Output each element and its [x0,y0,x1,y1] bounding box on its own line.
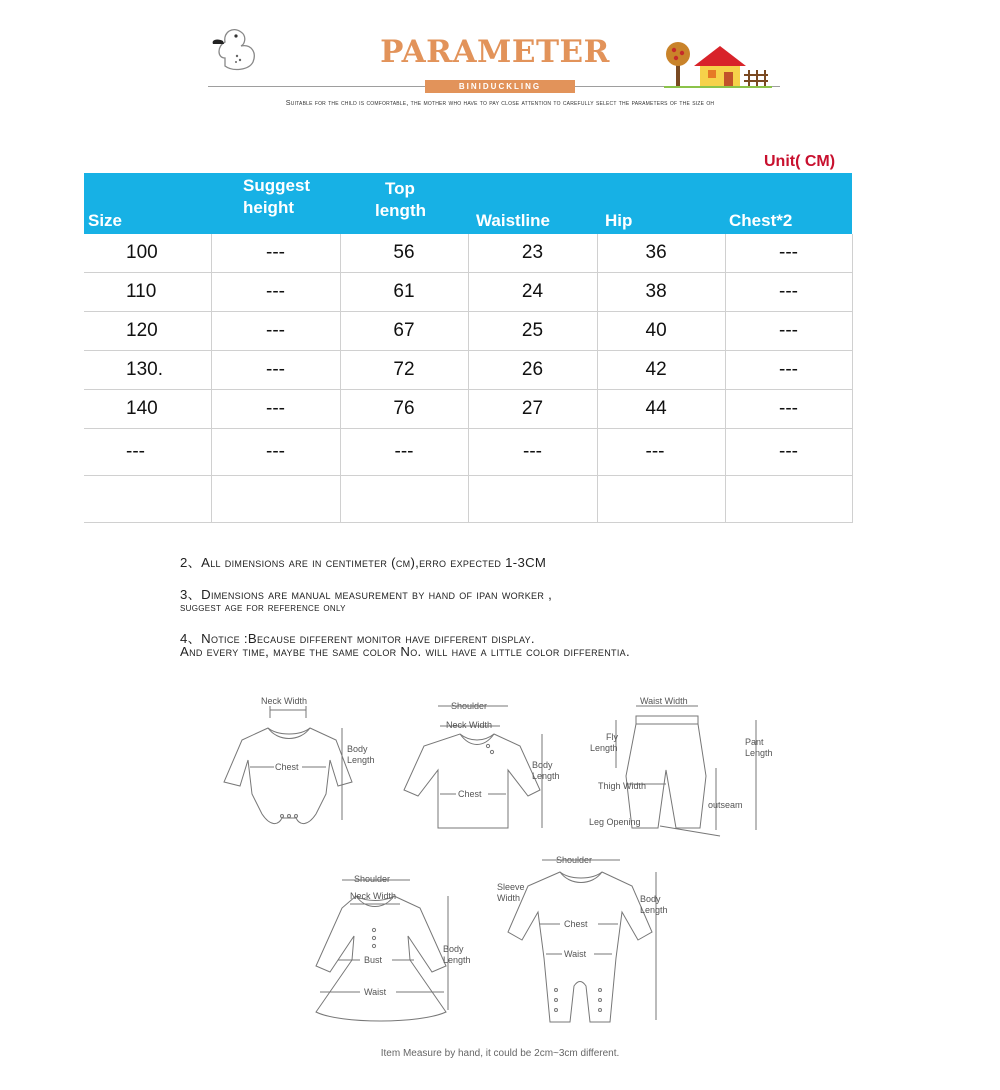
unit-label: Unit( CM) [764,153,836,170]
table-cell: 61 [340,273,468,312]
dress-length-label: Length [443,955,471,965]
column-header: Waistline [468,173,597,234]
romper-waist-label: Waist [564,949,587,959]
table-cell: 24 [468,273,597,312]
dress-shoulder-label: Shoulder [354,874,391,884]
table-cell: 100 [84,234,211,273]
table-cell: 36 [597,234,725,273]
top-chest-label: Chest [458,789,482,799]
table-row [84,429,852,476]
pants-leg-label: Leg Opening [589,817,641,827]
top-body-label: Body [532,760,553,770]
dress-body-label: Body [443,944,464,954]
table-cell: 25 [468,312,597,351]
table-cell [725,476,852,523]
table-cell: --- [211,351,340,390]
table-cell: --- [597,429,725,476]
table-cell: 140 [84,390,211,429]
pants-pant-length-label: Length [745,748,773,758]
top-length-label: Length [532,771,560,781]
page-title: PARAMETER [380,34,610,70]
pants-pant-label: Pant [745,737,764,747]
romper-length-label: Length [640,905,668,915]
table-cell: --- [211,234,340,273]
top-neck-label: Neck Width [446,720,493,730]
table-cell [84,476,211,523]
duck-logo-icon [203,18,263,78]
table-cell: --- [84,429,211,476]
table-cell: --- [468,429,597,476]
bodysuit-chest-label: Chest [275,762,299,772]
table-cell: --- [211,312,340,351]
table-cell: --- [725,390,852,429]
table-cell: 23 [468,234,597,273]
pants-waist-label: Waist Width [640,696,688,706]
table-cell: 110 [84,273,211,312]
table-cell: --- [725,234,852,273]
table-cell: 67 [340,312,468,351]
dress-bust-label: Bust [364,955,383,965]
table-cell: 42 [597,351,725,390]
pants-fly-label: Fly [606,732,618,742]
table-cell: --- [211,429,340,476]
column-header: Suggest height [211,173,340,234]
romper-chest-label: Chest [564,919,588,929]
bodysuit-neck-label: Neck Width [261,696,308,706]
column-header: Size [84,173,211,234]
note-color-difference: And every time, maybe the same color No. will have a little color differentia. [180,644,630,659]
house-icon [664,40,772,90]
dress-waist-label: Waist [364,987,387,997]
table-row [84,390,852,429]
table-cell: 26 [468,351,597,390]
footer-note: Item Measure by hand, it could be 2cm~3cm different. [380,1048,620,1059]
dress-diagram [316,880,448,1021]
romper-body-label: Body [640,894,661,904]
table-cell [340,476,468,523]
table-cell [468,476,597,523]
romper-diagram [508,860,656,1022]
table-cell: --- [725,312,852,351]
table-row [84,312,852,351]
romper-shoulder-label: Shoulder [556,855,593,865]
column-header: Hip [597,173,725,234]
table-cell [211,476,340,523]
table-cell: --- [211,273,340,312]
column-header: Top length [340,173,468,234]
table-cell: 44 [597,390,725,429]
table-row [84,476,852,523]
note-manual-measure: 3、Dimensions are manual measurement by hand of ipan worker , [180,587,553,602]
top-shoulder-label: Shoulder [451,701,488,711]
bodysuit-length-label: Length [347,755,375,765]
table-cell: 120 [84,312,211,351]
pants-thigh-label: Thigh Width [598,781,647,791]
bodysuit-body-label: Body [347,744,368,754]
note-monitor: 4、Notice :Because different monitor have different display. [180,631,535,646]
table-cell: 38 [597,273,725,312]
table-cell: 72 [340,351,468,390]
column-header: Chest*2 [725,173,852,234]
table-cell: 76 [340,390,468,429]
measurement-diagrams [0,690,1000,1040]
table-row [84,351,852,390]
note-age-reference: suggest age for reference only [180,600,346,614]
table-row [84,234,852,273]
table-cell: 27 [468,390,597,429]
romper-sleeve-label: Sleeve [497,882,525,892]
table-cell: --- [725,273,852,312]
dress-neck-label: Neck Width [350,891,397,901]
table-cell: --- [211,390,340,429]
table-cell: 56 [340,234,468,273]
table-cell: --- [340,429,468,476]
table-header-row [84,173,852,234]
size-table [84,173,853,523]
table-cell: --- [725,351,852,390]
brand-label: BINIDUCKLING [425,80,575,93]
table-cell: 130. [84,351,211,390]
pants-outseam-label: outseam [708,800,743,810]
tagline: Suitable for the child is comfortable, the mother who have to pay close attention to carefully select the parameters of the size oh [285,98,715,107]
pants-fly-length-label: Length [590,743,618,753]
table-cell: --- [725,429,852,476]
table-cell [597,476,725,523]
romper-sleeve-width-label: Width [497,893,521,903]
note-dimensions: 2、All dimensions are in centimeter (cm),erro expected 1-3CM [180,555,547,570]
table-row [84,273,852,312]
table-cell: 40 [597,312,725,351]
